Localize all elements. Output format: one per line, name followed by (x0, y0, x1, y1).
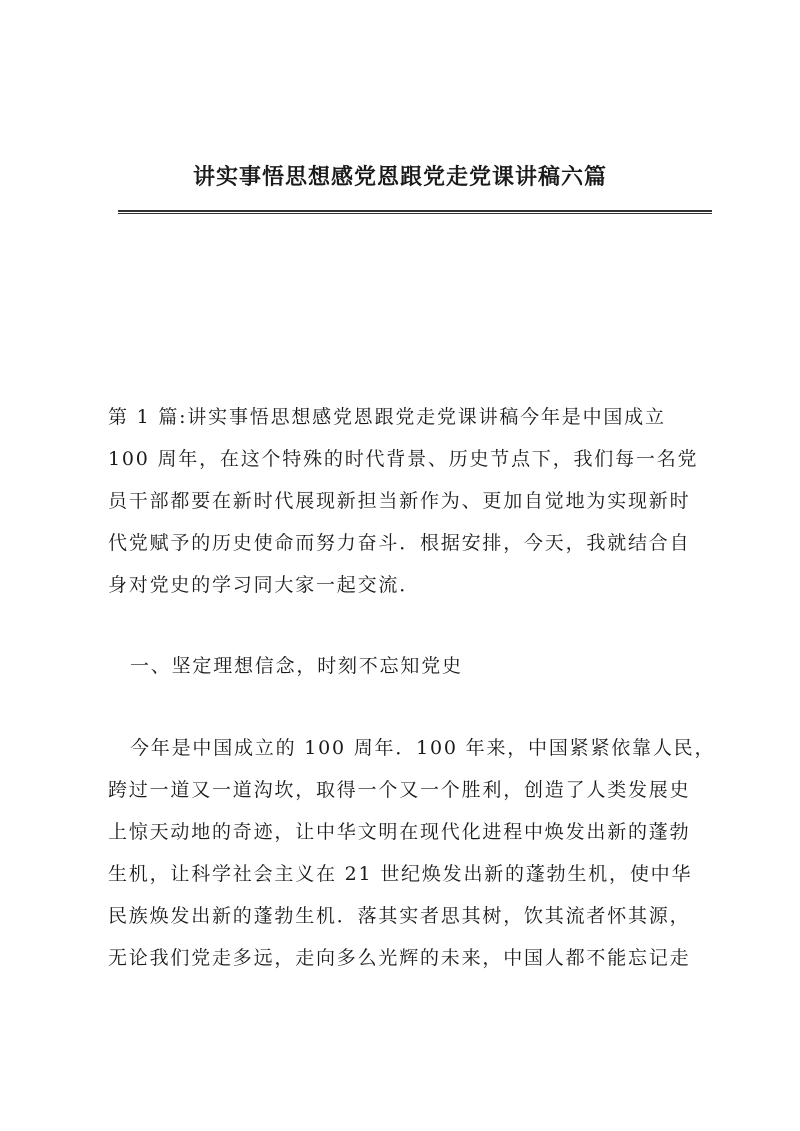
text-line: 员干部都要在新时代展现新担当新作为、更加自觉地为实现新时 (108, 490, 691, 512)
text-line: 今年是中国成立的 100 周年．100 年来，中国紧紧依靠人民， (130, 737, 716, 759)
text-line: 跨过一道又一道沟坎，取得一个又一个胜利，创造了人类发展史 (108, 779, 691, 801)
text-line: 生机，让科学社会主义在 21 世纪焕发出新的蓬勃生机，使中华 (108, 863, 693, 885)
text-line: 上惊天动地的奇迹，让中华文明在现代化进程中焕发出新的蓬勃 (108, 821, 691, 843)
text-line: 身对党史的学习同大家一起交流． (108, 574, 421, 596)
document-title: 讲实事悟思想感党恩跟党走党课讲稿六篇 (192, 164, 607, 190)
text-line: 无论我们党走多远，走向多么光辉的未来，中国人都不能忘记走 (108, 947, 691, 969)
text-line: 第 1 篇:讲实事悟思想感党恩跟党走党课讲稿今年是中国成立 (108, 406, 666, 428)
paragraph-intro (108, 396, 708, 606)
text-line: 代党赋予的历史使命而努力奋斗．根据安排，今天，我就结合自 (108, 532, 691, 554)
text-line: 民族焕发出新的蓬勃生机．落其实者思其树，饮其流者怀其源， (108, 905, 691, 927)
paragraph-section-1 (108, 727, 716, 979)
title-underline-rule (118, 210, 712, 214)
text-line: 100 周年，在这个特殊的时代背景、历史节点下，我们每一名党 (108, 448, 699, 470)
section-heading: 一、坚定理想信念，时刻不忘知党史 (130, 655, 463, 677)
